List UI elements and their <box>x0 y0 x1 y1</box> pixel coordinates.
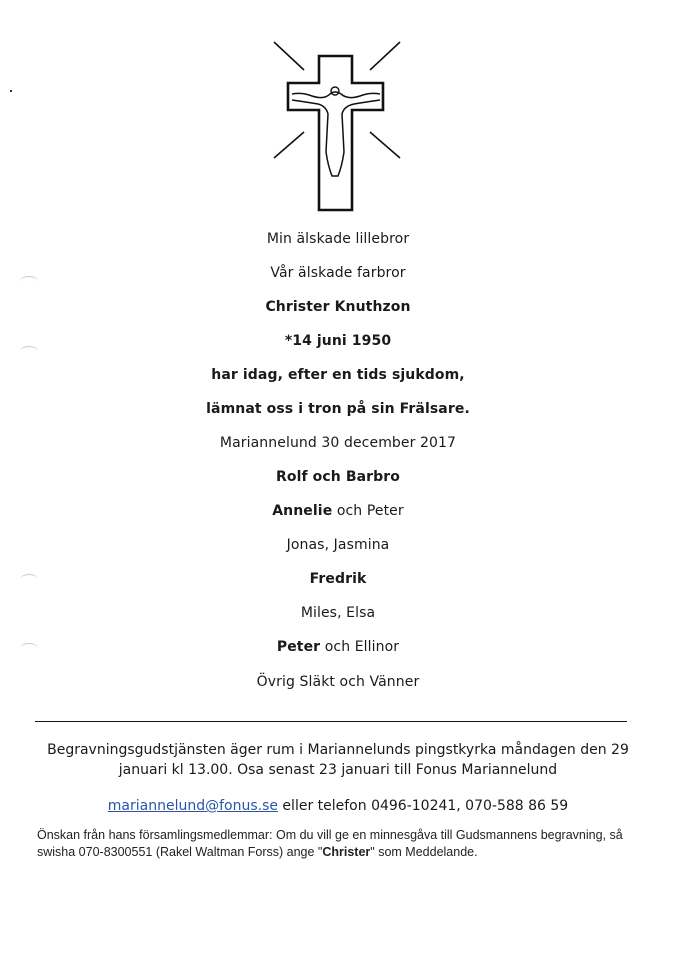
notice-text-2: lämnat oss i tron på sin Frälsare. <box>206 401 470 417</box>
family-line-2 <box>0 502 676 520</box>
memorial-wish <box>37 827 647 861</box>
notice-line-uncle: Vår älskade farbror <box>270 265 406 281</box>
family-line-5: Miles, Elsa <box>300 605 376 621</box>
phone-text: eller telefon 0496-10241, 070-588 86 59 <box>277 798 569 814</box>
notice-line-brother: Min älskade lillebror <box>266 231 410 247</box>
birth-date: *14 juni 1950 <box>284 333 392 349</box>
place-date: Mariannelund 30 december 2017 <box>219 435 457 451</box>
wish-text-2: " som Meddelande. <box>370 845 478 859</box>
family-name-bold: Annelie <box>272 503 333 519</box>
family-line-6 <box>0 638 676 656</box>
family-line-7: Övrig Släkt och Vänner <box>256 674 420 690</box>
divider <box>35 721 627 722</box>
family-name-rest: och Ellinor <box>320 639 400 655</box>
family-line-3: Jonas, Jasmina <box>286 537 390 553</box>
family-name-bold: Peter <box>276 639 321 655</box>
speck <box>10 90 12 92</box>
wish-name: Christer <box>322 845 371 859</box>
notice-text-1: har idag, efter en tids sjukdom, <box>211 367 465 383</box>
deceased-name: Christer Knuthzon <box>265 299 411 315</box>
contact-line <box>0 796 676 816</box>
wish-text-1: Önskan från hans församlingsmedlemmar: Om du vill ge en minnesgåva till Gudsmannens begravning, så swisha 070-8300551 (Rakel Waltman Forss) ange " <box>37 828 623 859</box>
funeral-info: Begravningsgudstjänsten äger rum i Mariannelunds pingstkyrka måndagen den 29 januari kl 13.00. Osa senast 23 januari till Fonus Mariannelund <box>47 742 629 778</box>
email-link[interactable]: mariannelund@fonus.se <box>107 798 278 814</box>
family-name-rest: och Peter <box>332 503 404 519</box>
family-line-1: Rolf och Barbro <box>276 469 400 485</box>
crucifix-icon <box>262 34 412 214</box>
family-line-4: Fredrik <box>309 571 367 587</box>
